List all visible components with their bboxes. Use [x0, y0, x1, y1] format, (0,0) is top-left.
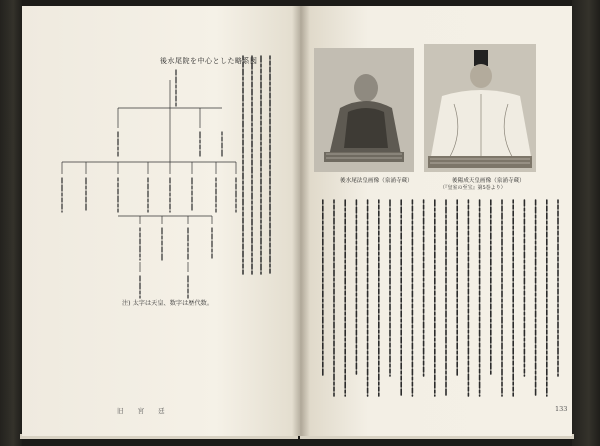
page-number: 133	[555, 405, 568, 413]
portrait-right-caption-source: （『皇室の至宝』第5巻より）	[440, 185, 506, 191]
right-page	[300, 6, 572, 436]
genealogy-heading: 後水尾院を中心とした略系図	[160, 57, 258, 65]
running-footer: 旧 宮 廷	[117, 407, 171, 415]
portrait-photo-right	[424, 44, 536, 172]
body-text-columns-left	[22, 48, 300, 288]
genealogy-note: 注) 太字は天皇、数字は歴代数。	[122, 300, 214, 307]
book-cover-right	[572, 0, 600, 446]
left-page	[22, 6, 300, 436]
portrait-left-caption: 後水尾法皇画像（泉涌寺蔵）	[340, 178, 413, 184]
book-gutter-shadow	[292, 6, 310, 436]
body-text-columns-right	[300, 196, 572, 402]
book-cover-left	[0, 0, 22, 446]
portrait-photo-left	[314, 48, 414, 172]
portrait-right-caption: 後陽成天皇画像（泉涌寺蔵）	[452, 178, 525, 184]
